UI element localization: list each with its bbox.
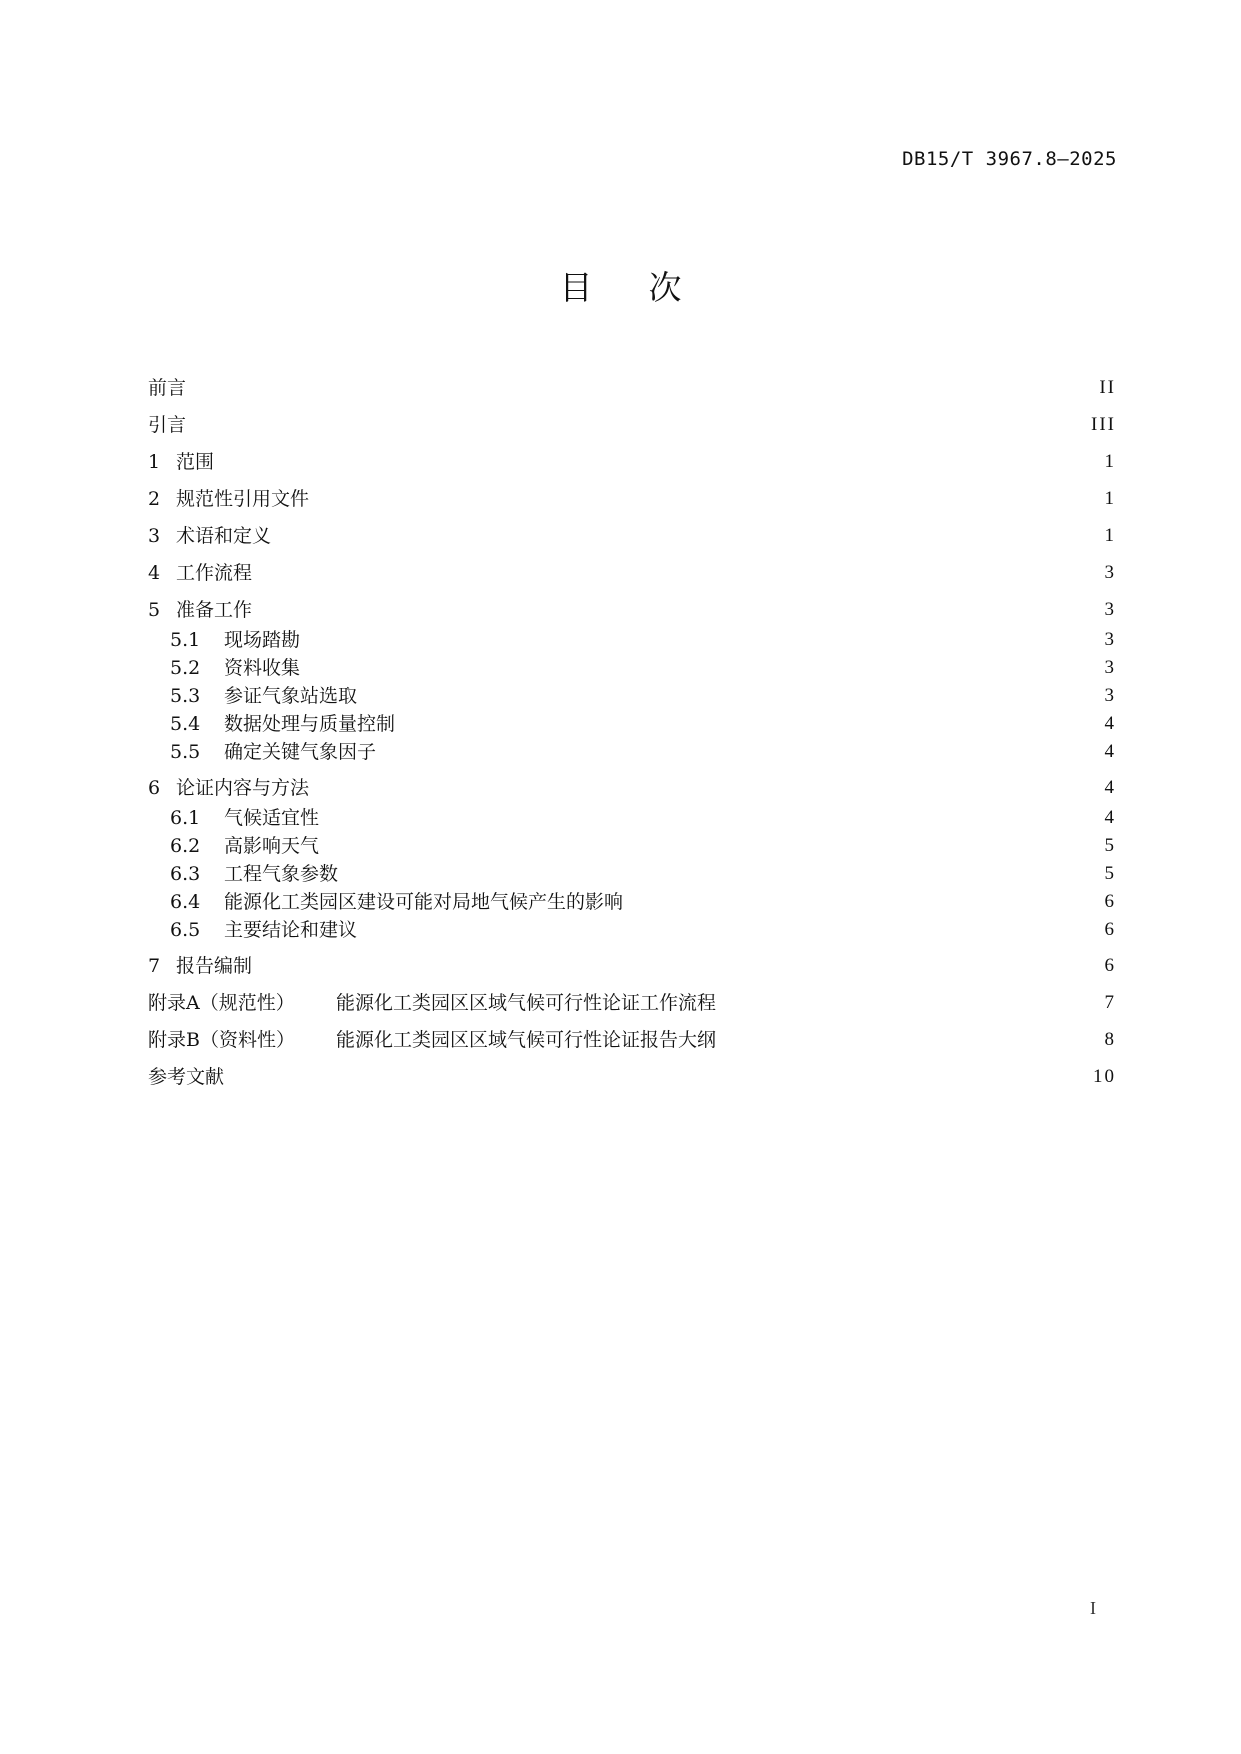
toc-entry-page: 7 [1104, 992, 1116, 1013]
toc-entry-page: 5 [1104, 835, 1116, 856]
toc-entry-page: 4 [1104, 807, 1116, 828]
toc-entry-label: 能源化工类园区区域气候可行性论证工作流程 [336, 992, 717, 1014]
page-title: 目次 [559, 268, 738, 307]
dot-leader [277, 522, 1096, 550]
toc-entry-page: 4 [1104, 741, 1116, 762]
toc-entry-label: 能源化工类园区区域气候可行性论证报告大纲 [336, 1029, 717, 1051]
dot-leader [363, 682, 1096, 710]
toc-entry-label: 论证内容与方法 [176, 777, 310, 799]
dot-leader [315, 485, 1096, 513]
toc-entry[interactable] [148, 654, 1116, 682]
toc-entry-page: 3 [1104, 685, 1116, 706]
toc-entry[interactable] [148, 738, 1116, 766]
toc-entry[interactable] [148, 1026, 1116, 1054]
toc-entry-label: 准备工作 [176, 599, 253, 621]
dot-leader [325, 804, 1096, 832]
toc-entry-label: 确定关键气象因子 [224, 741, 377, 763]
toc-entry-page: II [1099, 377, 1116, 398]
toc-entry-label: 前言 [148, 377, 187, 399]
toc-entry-page: 3 [1104, 599, 1116, 620]
dot-leader [382, 738, 1096, 766]
toc-entry-page: 8 [1104, 1029, 1116, 1050]
toc-entry-label: 数据处理与质量控制 [224, 713, 396, 735]
dot-leader [258, 596, 1096, 624]
toc-entry-label: 主要结论和建议 [224, 919, 358, 941]
toc-entry[interactable] [148, 522, 1116, 550]
toc-entry[interactable] [148, 411, 1116, 439]
toc-entry-number: 5.5 [170, 741, 201, 763]
toc-entry-page: 1 [1104, 451, 1116, 472]
toc-entry-label: 规范性引用文件 [176, 488, 310, 510]
toc-entry-number: 6.5 [170, 919, 201, 941]
dot-leader [220, 448, 1096, 476]
toc-entry-label: 参证气象站选取 [224, 685, 358, 707]
toc-entry[interactable] [148, 710, 1116, 738]
toc-entry-label: 现场踏勘 [224, 629, 301, 651]
toc-entry-number: 5 [148, 599, 161, 621]
toc-entry-number: 附录B（资料性） [148, 1029, 295, 1051]
toc-entry-label: 能源化工类园区建设可能对局地气候产生的影响 [224, 891, 624, 913]
toc-entry-number: 5.1 [170, 629, 201, 651]
toc-entry-page: 3 [1104, 629, 1116, 650]
toc-entry[interactable] [148, 989, 1116, 1017]
toc-entry-label: 高影响天气 [224, 835, 320, 857]
toc-entry[interactable] [148, 804, 1116, 832]
toc-entry[interactable] [148, 448, 1116, 476]
dot-leader [325, 832, 1096, 860]
toc-entry[interactable] [148, 916, 1116, 944]
toc-entry-number: 3 [148, 525, 161, 547]
dot-leader [315, 774, 1096, 802]
toc-entry-label: 资料收集 [224, 657, 301, 679]
page-number: I [1090, 1598, 1096, 1618]
toc-entry[interactable] [148, 626, 1116, 654]
toc-entry-number: 4 [148, 562, 161, 584]
dot-leader [722, 989, 1096, 1017]
toc-entry-page: 6 [1104, 919, 1116, 940]
toc-entry-label: 术语和定义 [176, 525, 272, 547]
toc-entry-number: 5.4 [170, 713, 201, 735]
toc-entry-page: 6 [1104, 891, 1116, 912]
dot-leader [363, 916, 1096, 944]
toc-entry-number: 6.1 [170, 807, 201, 829]
toc-entry[interactable] [148, 860, 1116, 888]
toc-entry-label: 参考文献 [148, 1066, 225, 1088]
toc-entry-page: III [1091, 414, 1116, 435]
dot-leader [629, 888, 1096, 916]
toc-entry-page: 1 [1104, 488, 1116, 509]
dot-leader [722, 1026, 1096, 1054]
toc-entry-number: 5.2 [170, 657, 201, 679]
dot-leader [192, 374, 1091, 402]
toc-entry-page: 1 [1104, 525, 1116, 546]
toc-entry-page: 4 [1104, 713, 1116, 734]
toc-entry-page: 3 [1104, 562, 1116, 583]
toc-entry-page: 4 [1104, 777, 1116, 798]
toc-entry-number: 6.3 [170, 863, 201, 885]
dot-leader [258, 559, 1096, 587]
dot-leader [401, 710, 1096, 738]
toc-entry-page: 3 [1104, 657, 1116, 678]
toc-entry-number: 6.2 [170, 835, 201, 857]
toc-entry-label: 报告编制 [176, 955, 253, 977]
toc-entry-page: 5 [1104, 863, 1116, 884]
toc-entry-number: 6 [148, 777, 161, 799]
toc-entry[interactable] [148, 682, 1116, 710]
toc-entry-label: 引言 [148, 414, 187, 436]
toc-entry-number: 5.3 [170, 685, 201, 707]
toc-entry-label: 范围 [176, 451, 215, 473]
toc-entry-label: 气候适宜性 [224, 807, 320, 829]
toc-entry-label: 工程气象参数 [224, 863, 339, 885]
toc-entry-number: 附录A（规范性） [148, 992, 295, 1014]
toc-entry[interactable] [148, 774, 1116, 802]
toc-entry[interactable] [148, 832, 1116, 860]
toc-entry-number: 6.4 [170, 891, 201, 913]
dot-leader [344, 860, 1096, 888]
dot-leader [306, 654, 1096, 682]
document-code: DB15/T 3967.8—2025 [902, 148, 1117, 170]
dot-leader [258, 952, 1096, 980]
dot-leader [306, 626, 1096, 654]
toc-entry-page: 6 [1104, 955, 1116, 976]
toc-entry-number: 1 [148, 451, 161, 473]
toc-entry[interactable] [148, 952, 1116, 980]
toc-entry[interactable] [148, 559, 1116, 587]
toc-entry[interactable] [148, 374, 1116, 402]
toc-entry-number: 7 [148, 955, 161, 977]
dot-leader [230, 1063, 1085, 1091]
toc-entry[interactable] [148, 1063, 1116, 1091]
toc-entry-page: 10 [1093, 1066, 1116, 1087]
toc-entry[interactable] [148, 485, 1116, 513]
toc-entry-label: 工作流程 [176, 562, 253, 584]
toc-entry-number: 2 [148, 488, 161, 510]
dot-leader [192, 411, 1083, 439]
toc-entry[interactable] [148, 888, 1116, 916]
toc-entry[interactable] [148, 596, 1116, 624]
